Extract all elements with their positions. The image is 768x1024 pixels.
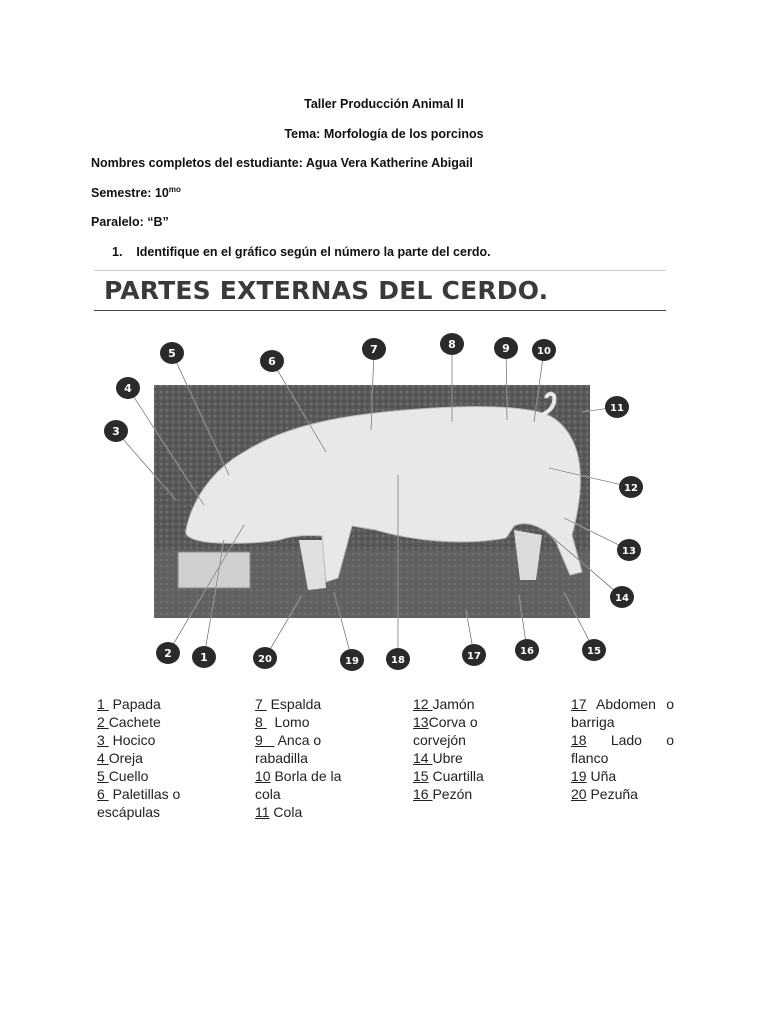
answer-number: 17 — [571, 696, 587, 712]
marker-number: 1 — [200, 651, 208, 664]
document-title: Taller Producción Animal II — [304, 97, 464, 111]
marker-number: 10 — [537, 346, 551, 357]
marker-number: 8 — [448, 338, 456, 351]
answer-number: 9 — [255, 732, 275, 748]
answer-number: 8 — [255, 714, 267, 730]
answer-item — [97, 713, 207, 731]
answer-item — [255, 803, 365, 821]
answer-item — [413, 749, 523, 767]
answer-item — [571, 767, 674, 785]
answer-number: 7 — [255, 696, 267, 712]
answer-text: Cuello — [108, 768, 149, 784]
answer-item — [413, 713, 523, 749]
answer-text: Jamón — [432, 696, 475, 712]
marker-number: 5 — [168, 347, 176, 360]
answer-text: Hocico — [108, 732, 156, 748]
answer-item — [97, 695, 207, 713]
answer-text: Paletillas o escápulas — [97, 786, 185, 820]
answer-number: 5 — [97, 768, 109, 784]
answer-text: Anca o rabadilla — [255, 732, 326, 766]
answer-item — [255, 695, 365, 713]
figure-title: PARTES EXTERNAS DEL CERDO. — [104, 276, 549, 305]
marker-number: 16 — [520, 646, 534, 657]
answer-text: Corva o corvejón — [413, 714, 482, 748]
answer-number: 4 — [97, 750, 109, 766]
answer-text: Oreja — [108, 750, 143, 766]
answer-text: Ubre — [432, 750, 463, 766]
answer-item — [413, 695, 523, 713]
answer-number: 15 — [413, 768, 429, 784]
answer-item — [413, 767, 523, 785]
figure-top-rule — [94, 270, 666, 271]
answer-text: Pezuña — [586, 786, 638, 802]
feeder-box — [178, 552, 250, 588]
answer-number: 2 — [97, 714, 109, 730]
answers-column-4 — [571, 695, 678, 803]
answer-text: Lomo — [266, 714, 310, 730]
marker-number: 4 — [124, 382, 132, 395]
marker-number: 2 — [164, 647, 172, 660]
marker-number: 19 — [345, 656, 359, 667]
answers-column-2 — [255, 695, 365, 821]
answer-item — [413, 785, 523, 803]
semester-text: Semestre: 10 — [91, 186, 169, 201]
semester-superscript: mo — [168, 185, 181, 194]
answer-number: 19 — [571, 768, 587, 784]
marker-number: 9 — [502, 342, 510, 355]
answer-number: 12 — [413, 696, 433, 712]
answer-number: 13 — [413, 714, 429, 730]
answer-item — [571, 695, 678, 731]
semester-line — [91, 185, 181, 200]
marker-number: 11 — [610, 403, 624, 414]
answer-item — [97, 731, 207, 749]
answer-item — [571, 785, 674, 803]
parallel-line: Paralelo: “B” — [91, 215, 169, 229]
marker-number: 3 — [112, 425, 120, 438]
marker-number: 14 — [615, 593, 629, 604]
question-line: 1. Identifique en el gráfico según el número la parte del cerdo. — [112, 245, 491, 259]
marker-number: 13 — [622, 546, 636, 557]
answer-item — [571, 731, 678, 767]
marker-number: 20 — [258, 654, 272, 665]
answer-number: 10 — [255, 768, 271, 784]
answer-text: Espalda — [266, 696, 322, 712]
answer-number: 20 — [571, 786, 587, 802]
marker-number: 15 — [587, 646, 601, 657]
pig-diagram — [94, 330, 674, 675]
answer-item — [97, 767, 207, 785]
answer-text: Pezón — [432, 786, 473, 802]
answer-text: Uña — [586, 768, 617, 784]
answer-number: 6 — [97, 786, 109, 802]
answer-text: Cachete — [108, 714, 161, 730]
figure-title-rule — [94, 310, 666, 311]
marker-number: 12 — [624, 483, 638, 494]
answer-item — [97, 785, 207, 821]
answers-column-3 — [413, 695, 523, 803]
topic-line: Tema: Morfología de los porcinos — [284, 127, 484, 141]
answer-item — [97, 749, 207, 767]
answer-item — [255, 713, 365, 731]
student-line: Nombres completos del estudiante: Agua Vera Katherine Abigail — [91, 156, 473, 170]
answer-text: Papada — [108, 696, 161, 712]
answer-item — [255, 731, 365, 767]
answer-text: Cola — [269, 804, 303, 820]
answer-text: Abdomen o barriga — [571, 696, 678, 730]
answer-number: 11 — [255, 804, 270, 820]
marker-number: 17 — [467, 651, 481, 662]
answer-number: 18 — [571, 732, 587, 748]
answer-number: 14 — [413, 750, 433, 766]
answer-text: Borla de la cola — [255, 768, 346, 802]
answer-text: Lado o flanco — [571, 732, 678, 766]
marker-number: 7 — [370, 343, 378, 356]
answer-number: 16 — [413, 786, 433, 802]
marker-number: 6 — [268, 355, 276, 368]
answer-number: 1 — [97, 696, 109, 712]
answer-text: Cuartilla — [428, 768, 484, 784]
answer-item — [255, 767, 365, 803]
answer-number: 3 — [97, 732, 109, 748]
marker-number: 18 — [391, 655, 405, 666]
answers-column-1 — [97, 695, 207, 821]
